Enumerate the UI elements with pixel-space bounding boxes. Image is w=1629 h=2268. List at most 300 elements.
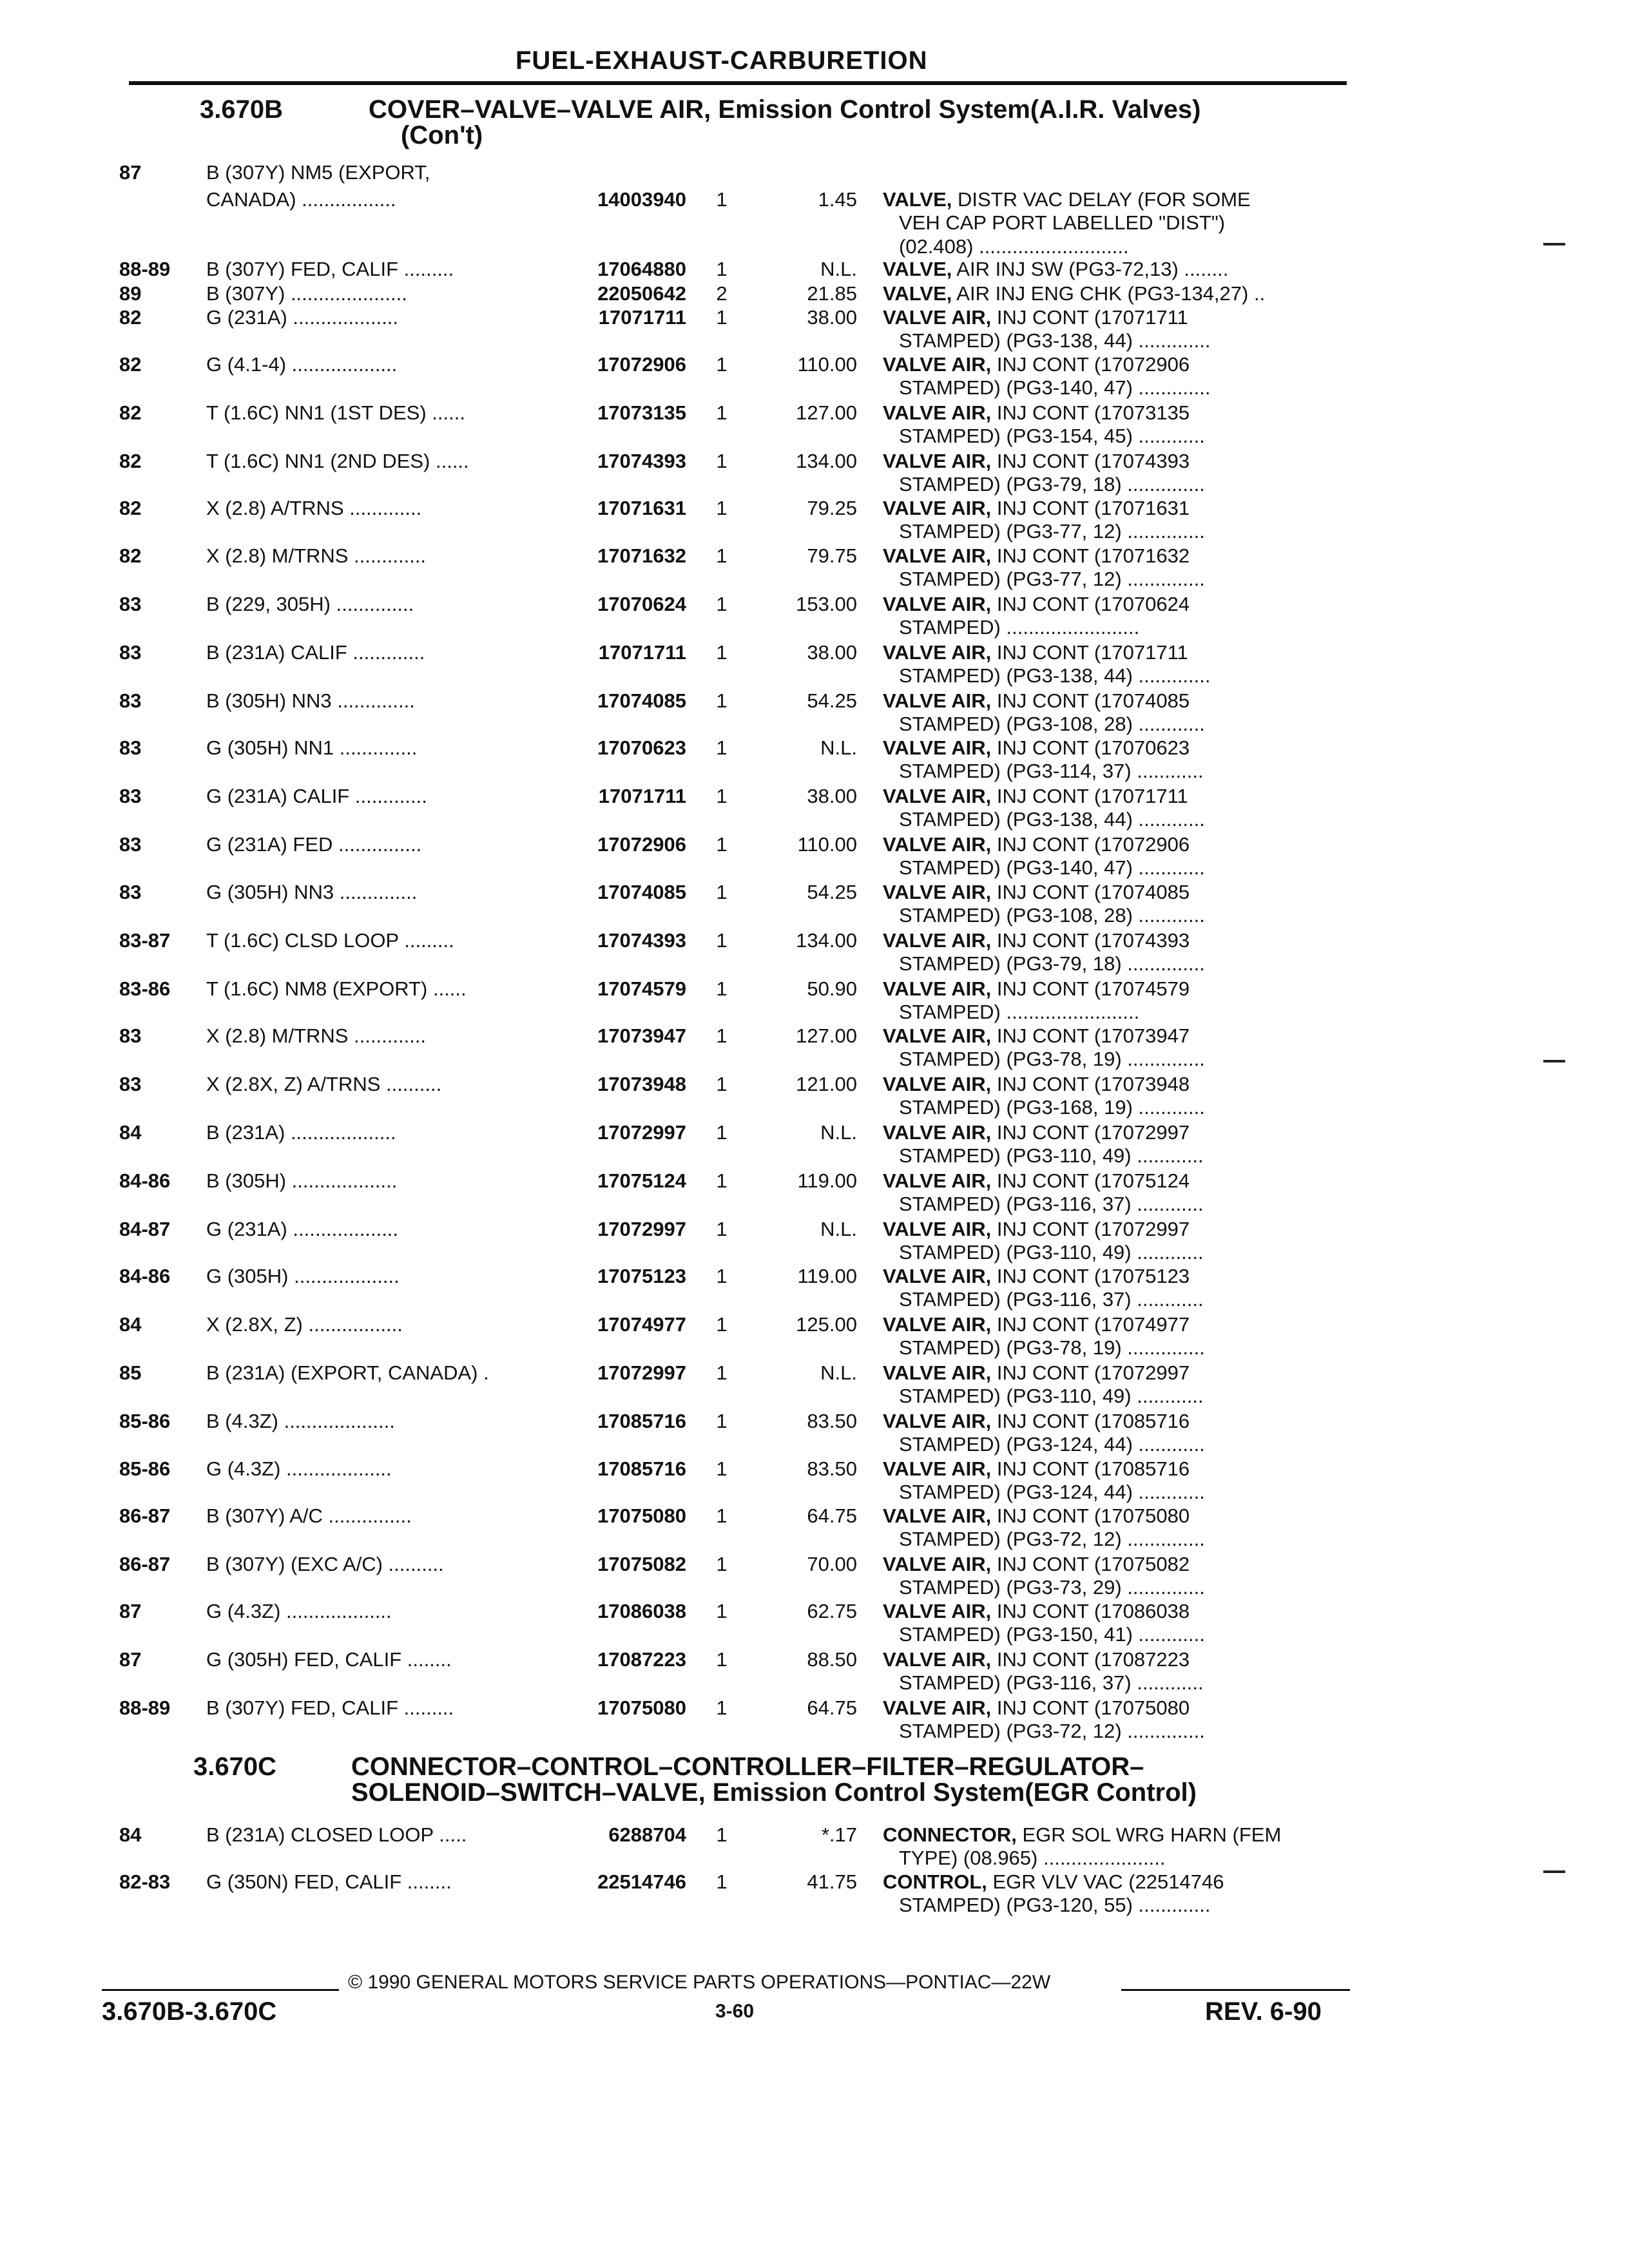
part-number: 17072997 xyxy=(597,1218,686,1240)
description-continuation: STAMPED) ........................ xyxy=(899,616,1140,639)
description-text: EGR SOL WRG HARN (FEM xyxy=(1016,1823,1282,1846)
description-continuation: STAMPED) (PG3-116, 37) ............ xyxy=(899,1193,1204,1215)
quantity: 1 xyxy=(716,1823,728,1846)
part-number: 17074085 xyxy=(597,689,686,712)
description xyxy=(883,544,1373,591)
table-row xyxy=(0,1313,1629,1358)
description-keyword: VALVE AIR, xyxy=(883,401,992,424)
part-number: 17085716 xyxy=(597,1410,686,1432)
description-text: INJ CONT (17072906 xyxy=(991,833,1190,856)
description-text: INJ CONT (17073135 xyxy=(991,401,1190,424)
description-text: INJ CONT (17085716 xyxy=(991,1410,1190,1432)
description xyxy=(883,1169,1373,1216)
price: 83.50 xyxy=(807,1457,857,1480)
description xyxy=(883,1504,1373,1551)
description-text: INJ CONT (17072906 xyxy=(991,353,1190,376)
description xyxy=(883,188,1373,235)
description-keyword: VALVE AIR, xyxy=(883,1553,992,1575)
description-text: INJ CONT (17074579 xyxy=(991,977,1190,1000)
description-continuation: STAMPED) (PG3-108, 28) ............ xyxy=(899,904,1205,927)
price: 21.85 xyxy=(807,282,857,305)
table-row xyxy=(0,1361,1629,1407)
model-year: 83 xyxy=(119,736,142,759)
description-text: INJ CONT (17087223 xyxy=(991,1648,1190,1671)
quantity: 1 xyxy=(716,929,728,952)
footer-revision: REV. 6-90 xyxy=(1205,1997,1322,2026)
description-keyword: VALVE AIR, xyxy=(883,353,992,376)
table-row xyxy=(0,497,1629,542)
description-text: INJ CONT (17071632 xyxy=(991,544,1190,567)
description-keyword: VALVE, xyxy=(883,188,952,211)
price: 38.00 xyxy=(807,785,857,807)
description-continuation: STAMPED) (PG3-78, 19) .............. xyxy=(899,1336,1205,1359)
application: G (231A) ................... xyxy=(206,306,399,329)
description-keyword: VALVE AIR, xyxy=(883,689,992,712)
description-continuation: STAMPED) ........................ xyxy=(899,1001,1140,1023)
part-number: 17073948 xyxy=(597,1073,686,1095)
description-keyword: VALVE AIR, xyxy=(883,1648,992,1671)
price: 127.00 xyxy=(796,1024,857,1047)
description-text: INJ CONT (17074977 xyxy=(991,1313,1190,1336)
description-continuation: STAMPED) (PG3-110, 49) ............ xyxy=(899,1144,1204,1167)
part-number: 17075124 xyxy=(597,1169,686,1192)
quantity: 1 xyxy=(716,1121,728,1144)
description-text: INJ CONT (17075080 xyxy=(991,1504,1190,1527)
table-row xyxy=(0,1504,1629,1550)
quantity: 1 xyxy=(716,1361,728,1384)
table-row xyxy=(0,785,1629,830)
price: 134.00 xyxy=(796,450,857,472)
part-number: 17064880 xyxy=(597,258,686,280)
description xyxy=(883,1870,1373,1917)
description-keyword: VALVE AIR, xyxy=(883,306,992,329)
part-number: 17071711 xyxy=(598,785,686,807)
quantity: 1 xyxy=(716,1457,728,1480)
price: N.L. xyxy=(820,1121,857,1144)
description-keyword: VALVE AIR, xyxy=(883,929,992,952)
description-continuation: (02.408) ........................... xyxy=(899,235,1129,258)
part-number: 17071711 xyxy=(598,641,686,664)
price: 79.75 xyxy=(807,544,857,567)
description xyxy=(883,1218,1373,1264)
model-year: 82 xyxy=(119,450,142,472)
part-number: 17074393 xyxy=(597,929,686,952)
model-year: 83 xyxy=(119,785,142,807)
application: B (305H) ................... xyxy=(206,1169,398,1192)
footer-section-range: 3.670B-3.670C xyxy=(102,1997,277,2026)
part-number: 17074085 xyxy=(597,881,686,903)
description-continuation: STAMPED) (PG3-77, 12) .............. xyxy=(899,568,1205,590)
description xyxy=(883,450,1373,496)
description-keyword: VALVE AIR, xyxy=(883,593,992,615)
table-row xyxy=(0,353,1629,398)
quantity: 1 xyxy=(716,785,728,807)
application: B (307Y) (EXC A/C) .......... xyxy=(206,1553,444,1575)
model-year: 84-86 xyxy=(119,1169,171,1192)
description xyxy=(883,497,1373,543)
part-number: 17075082 xyxy=(597,1553,686,1575)
table-row xyxy=(0,1024,1629,1070)
table-row xyxy=(0,1265,1629,1310)
description-continuation: STAMPED) (PG3-124, 44) ............ xyxy=(899,1433,1205,1456)
model-year: 84-87 xyxy=(119,1218,171,1240)
table-row xyxy=(0,1600,1629,1645)
description-continuation: STAMPED) (PG3-108, 28) ............ xyxy=(899,713,1205,735)
description-text: INJ CONT (17071711 xyxy=(991,641,1188,664)
description-keyword: VALVE AIR, xyxy=(883,1169,992,1192)
model-year: 84 xyxy=(119,1121,142,1144)
table-row xyxy=(0,1121,1629,1166)
price: 64.75 xyxy=(807,1504,857,1527)
model-year: 85-86 xyxy=(119,1457,171,1480)
part-number: 17074393 xyxy=(597,450,686,472)
model-year: 87 xyxy=(119,1648,142,1671)
application: G (231A) ................... xyxy=(206,1218,399,1240)
application: X (2.8) M/TRNS ............. xyxy=(206,544,427,567)
quantity: 1 xyxy=(716,188,728,211)
application: G (350N) FED, CALIF ........ xyxy=(206,1870,452,1893)
part-number: 22050642 xyxy=(597,282,686,305)
application: G (305H) NN3 .............. xyxy=(206,881,418,903)
description xyxy=(883,235,1373,258)
application: T (1.6C) NN1 (1ST DES) ...... xyxy=(206,401,465,424)
application: B (231A) CLOSED LOOP ..... xyxy=(206,1823,467,1846)
quantity: 1 xyxy=(716,881,728,903)
model-year: 83-87 xyxy=(119,929,171,952)
description-keyword: VALVE AIR, xyxy=(883,1504,992,1527)
price: 88.50 xyxy=(807,1648,857,1671)
application: CANADA) ................. xyxy=(206,188,396,211)
description-continuation: STAMPED) (PG3-110, 49) ............ xyxy=(899,1241,1204,1264)
part-number: 17074977 xyxy=(597,1313,686,1336)
price: N.L. xyxy=(820,1361,857,1384)
model-year: 83 xyxy=(119,689,142,712)
part-number: 17087223 xyxy=(597,1648,686,1671)
description-text: INJ CONT (17072997 xyxy=(991,1361,1190,1384)
quantity: 1 xyxy=(716,736,728,759)
description-text: INJ CONT (17071631 xyxy=(991,497,1190,519)
description xyxy=(883,977,1373,1024)
section-c-number: 3.670C xyxy=(193,1753,276,1781)
part-number: 17085716 xyxy=(597,1457,686,1480)
application: G (231A) CALIF ............. xyxy=(206,785,427,807)
model-year: 82-83 xyxy=(119,1870,171,1893)
application: G (4.3Z) ................... xyxy=(206,1600,392,1622)
model-year: 87 xyxy=(119,1600,142,1622)
table-row xyxy=(0,544,1629,590)
table-row xyxy=(0,1823,1629,1869)
description-keyword: VALVE AIR, xyxy=(883,1265,992,1287)
model-year: 83-86 xyxy=(119,977,171,1000)
description xyxy=(883,282,1373,305)
table-row xyxy=(0,929,1629,974)
price: 119.00 xyxy=(797,1265,857,1287)
description-keyword: VALVE AIR, xyxy=(883,1696,992,1719)
part-number: 17070623 xyxy=(597,736,686,759)
part-number: 17075080 xyxy=(597,1504,686,1527)
price: 79.25 xyxy=(807,497,857,519)
quantity: 1 xyxy=(716,1024,728,1047)
quantity: 1 xyxy=(716,1410,728,1432)
table-row xyxy=(0,641,1629,686)
quantity: 1 xyxy=(716,401,728,424)
part-number: 17072997 xyxy=(597,1121,686,1144)
quantity: 2 xyxy=(716,282,728,305)
application: G (305H) ................... xyxy=(206,1265,400,1287)
price: *.17 xyxy=(821,1823,857,1846)
description-keyword: VALVE AIR, xyxy=(883,1218,992,1240)
description-continuation: STAMPED) (PG3-168, 19) ............ xyxy=(899,1096,1205,1119)
application: B (307Y) A/C ............... xyxy=(206,1504,412,1527)
price: N.L. xyxy=(820,258,857,280)
model-year: 83 xyxy=(119,833,142,856)
description-keyword: VALVE AIR, xyxy=(883,544,992,567)
description xyxy=(883,689,1373,736)
description xyxy=(883,881,1373,927)
quantity: 1 xyxy=(716,641,728,664)
description-keyword: VALVE AIR, xyxy=(883,641,992,664)
price: 54.25 xyxy=(807,881,857,903)
description-continuation: STAMPED) (PG3-116, 37) ............ xyxy=(899,1288,1204,1311)
application: T (1.6C) CLSD LOOP ......... xyxy=(206,929,454,952)
model-year: 82 xyxy=(119,497,142,519)
model-year: 88-89 xyxy=(119,1696,171,1719)
page-header-title: FUEL-EXHAUST-CARBURETION xyxy=(516,46,928,75)
description xyxy=(883,1600,1373,1646)
quantity: 1 xyxy=(716,1313,728,1336)
table-row xyxy=(0,1870,1629,1916)
description xyxy=(883,833,1373,879)
model-year: 85-86 xyxy=(119,1410,171,1432)
description-continuation: STAMPED) (PG3-114, 37) ............ xyxy=(899,760,1204,782)
model-year: 85 xyxy=(119,1361,142,1384)
table-row xyxy=(0,306,1629,351)
description xyxy=(883,1313,1373,1360)
part-number: 17073135 xyxy=(597,401,686,424)
description-text: INJ CONT (17072997 xyxy=(991,1218,1190,1240)
part-number: 17074579 xyxy=(597,977,686,1000)
model-year: 87 xyxy=(119,161,142,184)
quantity: 1 xyxy=(716,977,728,1000)
quantity: 1 xyxy=(716,353,728,376)
application: X (2.8) M/TRNS ............. xyxy=(206,1024,427,1047)
description-continuation: VEH CAP PORT LABELLED "DIST") xyxy=(899,211,1226,234)
part-number: 17086038 xyxy=(597,1600,686,1622)
description-keyword: VALVE, xyxy=(883,258,952,280)
description-text: INJ CONT (17074393 xyxy=(991,450,1190,472)
model-year: 84 xyxy=(119,1313,142,1336)
description-continuation: STAMPED) (PG3-78, 19) .............. xyxy=(899,1048,1205,1070)
table-row xyxy=(0,1696,1629,1742)
model-year: 82 xyxy=(119,306,142,329)
price: 1.45 xyxy=(818,188,857,211)
quantity: 1 xyxy=(716,1169,728,1192)
table-row xyxy=(0,1648,1629,1693)
description-continuation: STAMPED) (PG3-140, 47) ............. xyxy=(899,376,1211,399)
table-row xyxy=(0,450,1629,495)
description-keyword: CONNECTOR, xyxy=(883,1823,1017,1846)
description-keyword: VALVE AIR, xyxy=(883,1457,992,1480)
model-year: 84-86 xyxy=(119,1265,171,1287)
application: G (305H) FED, CALIF ........ xyxy=(206,1648,452,1671)
description-keyword: CONTROL, xyxy=(883,1870,987,1893)
part-number: 14003940 xyxy=(597,188,686,211)
table-row xyxy=(0,1073,1629,1118)
application: X (2.8X, Z) ................. xyxy=(206,1313,403,1336)
table-row xyxy=(0,188,1629,233)
description-keyword: VALVE AIR, xyxy=(883,497,992,519)
model-year: 83 xyxy=(119,1073,142,1095)
price: 64.75 xyxy=(807,1696,857,1719)
description-text: AIR INJ ENG CHK (PG3-134,27) .. xyxy=(952,282,1266,305)
model-year: 83 xyxy=(119,593,142,615)
description-keyword: VALVE AIR, xyxy=(883,1361,992,1384)
table-row xyxy=(0,1218,1629,1263)
description-continuation: STAMPED) (PG3-138, 44) ............ xyxy=(899,808,1205,831)
model-year: 88-89 xyxy=(119,258,171,280)
description-text: INJ CONT (17075124 xyxy=(991,1169,1190,1192)
table-row xyxy=(0,736,1629,782)
description xyxy=(883,1024,1373,1071)
section-b-title-line2: (Con't) xyxy=(401,121,483,149)
application: B (305H) NN3 .............. xyxy=(206,689,415,712)
description-continuation: STAMPED) (PG3-154, 45) ............ xyxy=(899,425,1205,447)
description-keyword: VALVE AIR, xyxy=(883,450,992,472)
part-number: 17075080 xyxy=(597,1696,686,1719)
description xyxy=(883,929,1373,975)
description-text: INJ CONT (17075080 xyxy=(991,1696,1190,1719)
description xyxy=(883,1696,1373,1743)
part-number: 17071632 xyxy=(597,544,686,567)
model-year: 86-87 xyxy=(119,1504,171,1527)
price: 54.25 xyxy=(807,689,857,712)
description-continuation: STAMPED) (PG3-120, 55) ............. xyxy=(899,1894,1211,1916)
price: 110.00 xyxy=(797,833,857,856)
application: B (307Y) NM5 (EXPORT, xyxy=(206,161,430,184)
description xyxy=(883,1265,1373,1311)
margin-tick-mark xyxy=(1543,1060,1565,1062)
application: G (4.1-4) ................... xyxy=(206,353,398,376)
footer-rule-right xyxy=(1121,1989,1350,1991)
footer-rule-left xyxy=(102,1989,339,1991)
table-row xyxy=(0,1169,1629,1215)
price: 62.75 xyxy=(807,1600,857,1622)
model-year: 83 xyxy=(119,881,142,903)
model-year: 89 xyxy=(119,282,142,305)
table-row xyxy=(0,401,1629,447)
description-text: INJ CONT (17073948 xyxy=(991,1073,1190,1095)
table-row xyxy=(0,593,1629,638)
margin-tick-mark xyxy=(1543,1870,1565,1873)
footer-page-number: 3-60 xyxy=(715,2001,755,2022)
price: N.L. xyxy=(820,736,857,759)
part-number: 17075123 xyxy=(597,1265,686,1287)
application: T (1.6C) NM8 (EXPORT) ...... xyxy=(206,977,467,1000)
description xyxy=(883,1121,1373,1168)
quantity: 1 xyxy=(716,306,728,329)
table-row xyxy=(0,1457,1629,1503)
price: 50.90 xyxy=(807,977,857,1000)
description xyxy=(883,401,1373,448)
description xyxy=(883,1073,1373,1119)
description xyxy=(883,306,1373,352)
description-text: DISTR VAC DELAY (FOR SOME xyxy=(952,188,1251,211)
description-text: INJ CONT (17074085 xyxy=(991,689,1190,712)
part-number: 17073947 xyxy=(597,1024,686,1047)
description-continuation: STAMPED) (PG3-77, 12) .............. xyxy=(899,520,1205,543)
price: 127.00 xyxy=(796,401,857,424)
quantity: 1 xyxy=(716,544,728,567)
application: X (2.8X, Z) A/TRNS .......... xyxy=(206,1073,442,1095)
description-keyword: VALVE AIR, xyxy=(883,977,992,1000)
part-number: 22514746 xyxy=(597,1870,686,1893)
description-text: INJ CONT (17075123 xyxy=(991,1265,1190,1287)
application: T (1.6C) NN1 (2ND DES) ...... xyxy=(206,450,469,472)
part-number: 17071711 xyxy=(598,306,686,329)
description-text: INJ CONT (17072997 xyxy=(991,1121,1190,1144)
description xyxy=(883,785,1373,831)
description xyxy=(883,258,1373,281)
section-b-number: 3.670B xyxy=(200,95,283,124)
description xyxy=(883,1410,1373,1456)
application: B (229, 305H) .............. xyxy=(206,593,414,615)
description xyxy=(883,593,1373,639)
application: B (231A) CALIF ............. xyxy=(206,641,425,664)
description-text: INJ CONT (17071711 xyxy=(991,306,1188,329)
description-continuation: STAMPED) (PG3-140, 47) ............ xyxy=(899,856,1205,879)
application: X (2.8) A/TRNS ............. xyxy=(206,497,422,519)
section-b-title-line1: COVER–VALVE–VALVE AIR, Emission Control System(A.I.R. Valves) xyxy=(369,95,1201,124)
price: 70.00 xyxy=(807,1553,857,1575)
table-row xyxy=(0,881,1629,926)
description-keyword: VALVE AIR, xyxy=(883,1410,992,1432)
description-continuation: STAMPED) (PG3-150, 41) ............ xyxy=(899,1623,1205,1646)
part-number: 17072997 xyxy=(597,1361,686,1384)
margin-tick-mark xyxy=(1543,243,1565,245)
part-number: 17072906 xyxy=(597,353,686,376)
description xyxy=(883,1457,1373,1504)
description-text: INJ CONT (17074393 xyxy=(991,929,1190,952)
quantity: 1 xyxy=(716,258,728,280)
description-text: AIR INJ SW (PG3-72,13) ........ xyxy=(952,258,1229,280)
quantity: 1 xyxy=(716,497,728,519)
application: B (307Y) FED, CALIF ......... xyxy=(206,1696,454,1719)
section-c-title-line2: SOLENOID–SWITCH–VALVE, Emission Control System(EGR Control) xyxy=(351,1778,1197,1807)
table-row xyxy=(0,977,1629,1023)
quantity: 1 xyxy=(716,1870,728,1893)
description-text: INJ CONT (17085716 xyxy=(991,1457,1190,1480)
description-keyword: VALVE AIR, xyxy=(883,1121,992,1144)
price: N.L. xyxy=(820,1218,857,1240)
description-continuation: STAMPED) (PG3-138, 44) ............. xyxy=(899,329,1211,352)
description-text: INJ CONT (17074085 xyxy=(991,881,1190,903)
part-number: 6288704 xyxy=(608,1823,686,1846)
description-keyword: VALVE AIR, xyxy=(883,1024,992,1047)
price: 125.00 xyxy=(796,1313,857,1336)
quantity: 1 xyxy=(716,1553,728,1575)
model-year: 83 xyxy=(119,1024,142,1047)
model-year: 84 xyxy=(119,1823,142,1846)
application: B (231A) ................... xyxy=(206,1121,396,1144)
description-continuation: STAMPED) (PG3-72, 12) .............. xyxy=(899,1720,1205,1742)
description xyxy=(883,1361,1373,1408)
quantity: 1 xyxy=(716,1600,728,1622)
section-c-title-line1: CONNECTOR–CONTROL–CONTROLLER–FILTER–REGULATOR– xyxy=(351,1753,1144,1781)
quantity: 1 xyxy=(716,689,728,712)
description-text: INJ CONT (17073947 xyxy=(991,1024,1190,1047)
description-continuation: STAMPED) (PG3-110, 49) ............ xyxy=(899,1385,1204,1407)
description-text: EGR VLV VAC (22514746 xyxy=(987,1870,1224,1893)
